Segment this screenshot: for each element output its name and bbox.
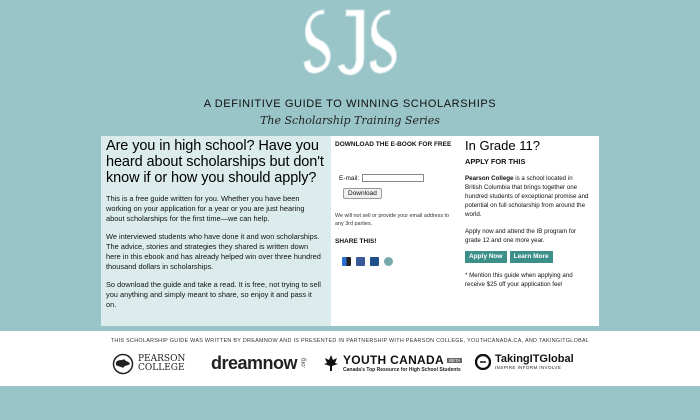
share-icons xyxy=(342,257,453,266)
grade11-heading: In Grade 11? xyxy=(465,138,540,153)
beta-badge: BETA xyxy=(448,357,461,363)
intro-paragraph-1: This is a free guide written for you. Whether you have been working on your application for a year or you are just hearing about scholarships for the first time—we can help. xyxy=(106,194,305,223)
pearson-name: Pearson College xyxy=(465,175,514,182)
intro-panel xyxy=(101,136,331,326)
pearson-logo-line1: PEARSON xyxy=(138,354,186,364)
pearson-logo-line2: COLLEGE xyxy=(138,363,185,373)
download-button[interactable]: Download xyxy=(343,188,382,199)
facebook-icon[interactable] xyxy=(356,257,365,266)
youth-canada-logo[interactable] xyxy=(323,353,462,373)
delicious-icon[interactable] xyxy=(342,257,351,266)
email-field[interactable] xyxy=(362,174,424,182)
subtagline: The Scholarship Training Series xyxy=(260,114,440,127)
privacy-note: We will not sell or provide your email address to any 3rd parties. xyxy=(335,213,450,227)
dreamnow-text: dreamnow xyxy=(211,353,298,373)
tagline: A DEFINITIVE GUIDE TO WINNING SCHOLARSHIPS xyxy=(203,98,497,110)
dreamnow-suffix: .org xyxy=(301,358,308,369)
tig-title: TakingITGlobal xyxy=(495,353,574,365)
email-label: E-mail: xyxy=(339,174,360,182)
tig-subtitle: INSPIRE INFORM INVOLVE xyxy=(495,365,562,370)
stumbleupon-icon[interactable] xyxy=(384,257,393,266)
bottom-band xyxy=(0,386,700,420)
email-row xyxy=(335,174,453,182)
pearson-description xyxy=(465,174,591,219)
takingitglobal-logo[interactable] xyxy=(475,353,574,370)
grade11-panel xyxy=(457,136,599,326)
youth-canada-subtitle: Canada's Top Resource for High School Students xyxy=(343,367,461,373)
partner-footer xyxy=(0,331,700,386)
digg-icon[interactable] xyxy=(370,257,379,266)
apply-description: Apply now and attend the IB program for grade 12 and one more year. xyxy=(465,228,577,244)
intro-heading: Are you in high school? Have you heard about scholarships but don't know if or how you should apply? xyxy=(106,138,324,186)
intro-paragraph-2: We interviewed students who have done it and won scholarships. The advice, stories and strategies they shared is written down here in this ebook and has already helped win over three hundred thousand dollars in scholarships. xyxy=(106,232,321,271)
pearson-college-logo[interactable] xyxy=(112,353,185,375)
tig-globe-icon xyxy=(475,354,491,370)
globe-icon xyxy=(112,353,134,375)
share-heading: SHARE THIS! xyxy=(335,238,377,245)
intro-paragraph-3: So download the guide and take a read. It is free, not trying to sell you anything and simply meant to share, so enjoy it and pass it on. xyxy=(106,280,321,309)
footer-credit: THIS SCHOLARSHIP GUIDE WAS WRITTEN BY DREAMNOW AND IS PRESENTED IN PARTNERSHIP WITH PEARSON COLLEGE, YOUTHCANADA.CA, AND TAKINGITGLOBAL xyxy=(110,338,590,344)
apply-now-button[interactable]: Apply Now xyxy=(465,251,507,263)
download-panel xyxy=(331,136,457,326)
youth-canada-title: YOUTH CANADA xyxy=(343,353,444,367)
learn-more-button[interactable]: Learn More xyxy=(510,251,553,263)
pearson-description-text: is a school located in British Columbia that brings together one hundred students of exceptional promise and potential on full scholarship from around the world. xyxy=(465,175,589,218)
download-heading: DOWNLOAD THE E-BOOK FOR FREE xyxy=(335,141,452,148)
grade11-subheading: APPLY FOR THIS xyxy=(465,157,526,166)
dreamnow-logo[interactable] xyxy=(211,353,307,374)
apply-buttons xyxy=(465,251,591,263)
maple-leaf-icon xyxy=(323,354,339,372)
discount-note: * Mention this guide when applying and receive $25 off your application fee! xyxy=(465,272,573,288)
site-logo xyxy=(0,0,700,92)
